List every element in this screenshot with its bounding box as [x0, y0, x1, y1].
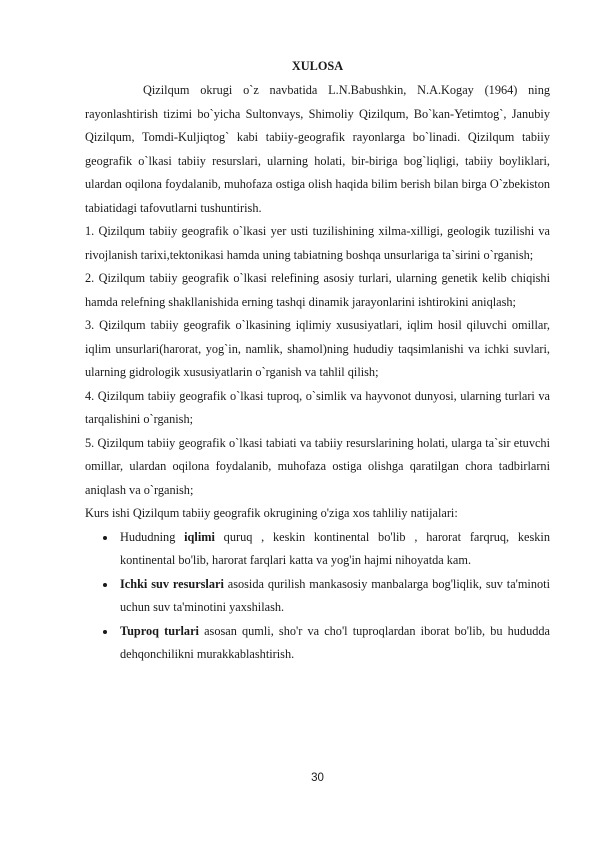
- bullet-text-pre: Hududning: [120, 529, 185, 544]
- bullet-item: [85, 620, 550, 667]
- document-page: [85, 0, 550, 842]
- list-item: 4. Qizilqum tabiiy geografik o`lkasi tuproq, o`simlik va hayvonot dunyosi, ularning turlari va tarqalishini o`rganish;: [85, 388, 550, 426]
- bullet-item: [85, 526, 550, 573]
- bullet-dot-icon: [103, 583, 107, 587]
- bullet-dot-icon: [103, 630, 107, 634]
- list-item: 2. Qizilqum tabiiy geografik o`lkasi relefining asosiy turlari, ularning genetik kelib chiqishi hamda relefning shakllanishida erning tashqi dinamik jarayonlarini ishtirokini aniqlash;: [85, 271, 550, 309]
- results-intro: Kurs ishi Qizilqum tabiiy geografik okrugining o'ziga xos tahliliy natijalari:: [85, 506, 458, 520]
- list-item: 1. Qizilqum tabiiy geografik o`lkasi yer usti tuzilishining xilma-xilligi, geologik tuzilishi va rivojlanish tarixi,tektonikasi hamda uning tabiatning boshqa unsurlariga ta`sirini o`rganish;: [85, 224, 550, 262]
- bullet-bold-term: iqlimi: [184, 529, 215, 544]
- bullet-text-post: quruq , keskin kontinental bo'lib , harorat farqruq, keskin kontinental bo'lib, harorat farqlari katta va yog'in hajmi nihoyatda kam.: [120, 529, 550, 567]
- page-title: XULOSA: [291, 59, 344, 73]
- list-item: 3. Qizilqum tabiiy geografik o`lkasining iqlimiy xususiyatlari, iqlim hosil qiluvchi omillar, iqlim unsurlari(harorat, yog`in, namlik, shamol)ning hududiy taqsimlanishi va ichki suvlari, ularning gidrologik xususiyatlarin o`rganish va tahlil qilish;: [85, 318, 550, 379]
- bullet-text-post: asosida qurilish mankasosiy manbalarga bog'liqlik, suv ta'minoti uchun suv ta'minotini yaxshilash.: [120, 576, 550, 614]
- bullet-bold-term: Ichki suv resurslari: [120, 576, 224, 591]
- list-item: 5. Qizilqum tabiiy geografik o`lkasi tabiati va tabiiy resurslarining holati, ularga ta`sir etuvchi omillar, ulardan oqilona foydalanib, muhofaza ostiga olishga qaratilgan chora tadbirlarni aniqlash va o`rganish;: [85, 435, 550, 497]
- intro-paragraph: Qizilqum okrugi o`z navbatida L.N.Babushkin, N.A.Kogay (1964) ning rayonlashtirish tizimi bo`yicha Sultonvays, Shimoliy Qizilqum, Bo`kan-Yetimtog`, Janubiy Qizilqum, Tomdi-Kuljiqtog` kabi tabiiy-geografik rayonlarga bo`linadi. Qizilqum tabiiy geografik o`lkasi tabiiy resurslari, ularning holati, bir-biriga bog`liqligi, tabiiy boyliklari, ulardan oqilona foydalanib, muhofaza ostiga olish haqida bilim berish bilan birga O`zbekiston tabiatidagi tafovutlarni tushuntirish.: [85, 83, 550, 215]
- bullet-bold-term: Tuproq turlari: [120, 623, 199, 638]
- bullet-item: [85, 573, 550, 620]
- bullet-text-post: asosan qumli, sho'r va cho'l tuproqlardan iborat bo'lib, bu hududda dehqonchilikni murakkablashtirish.: [120, 623, 550, 661]
- page-number: 30: [311, 772, 324, 784]
- bullet-dot-icon: [103, 536, 107, 540]
- results-bullet-list: [85, 526, 550, 667]
- document-body: [85, 79, 550, 667]
